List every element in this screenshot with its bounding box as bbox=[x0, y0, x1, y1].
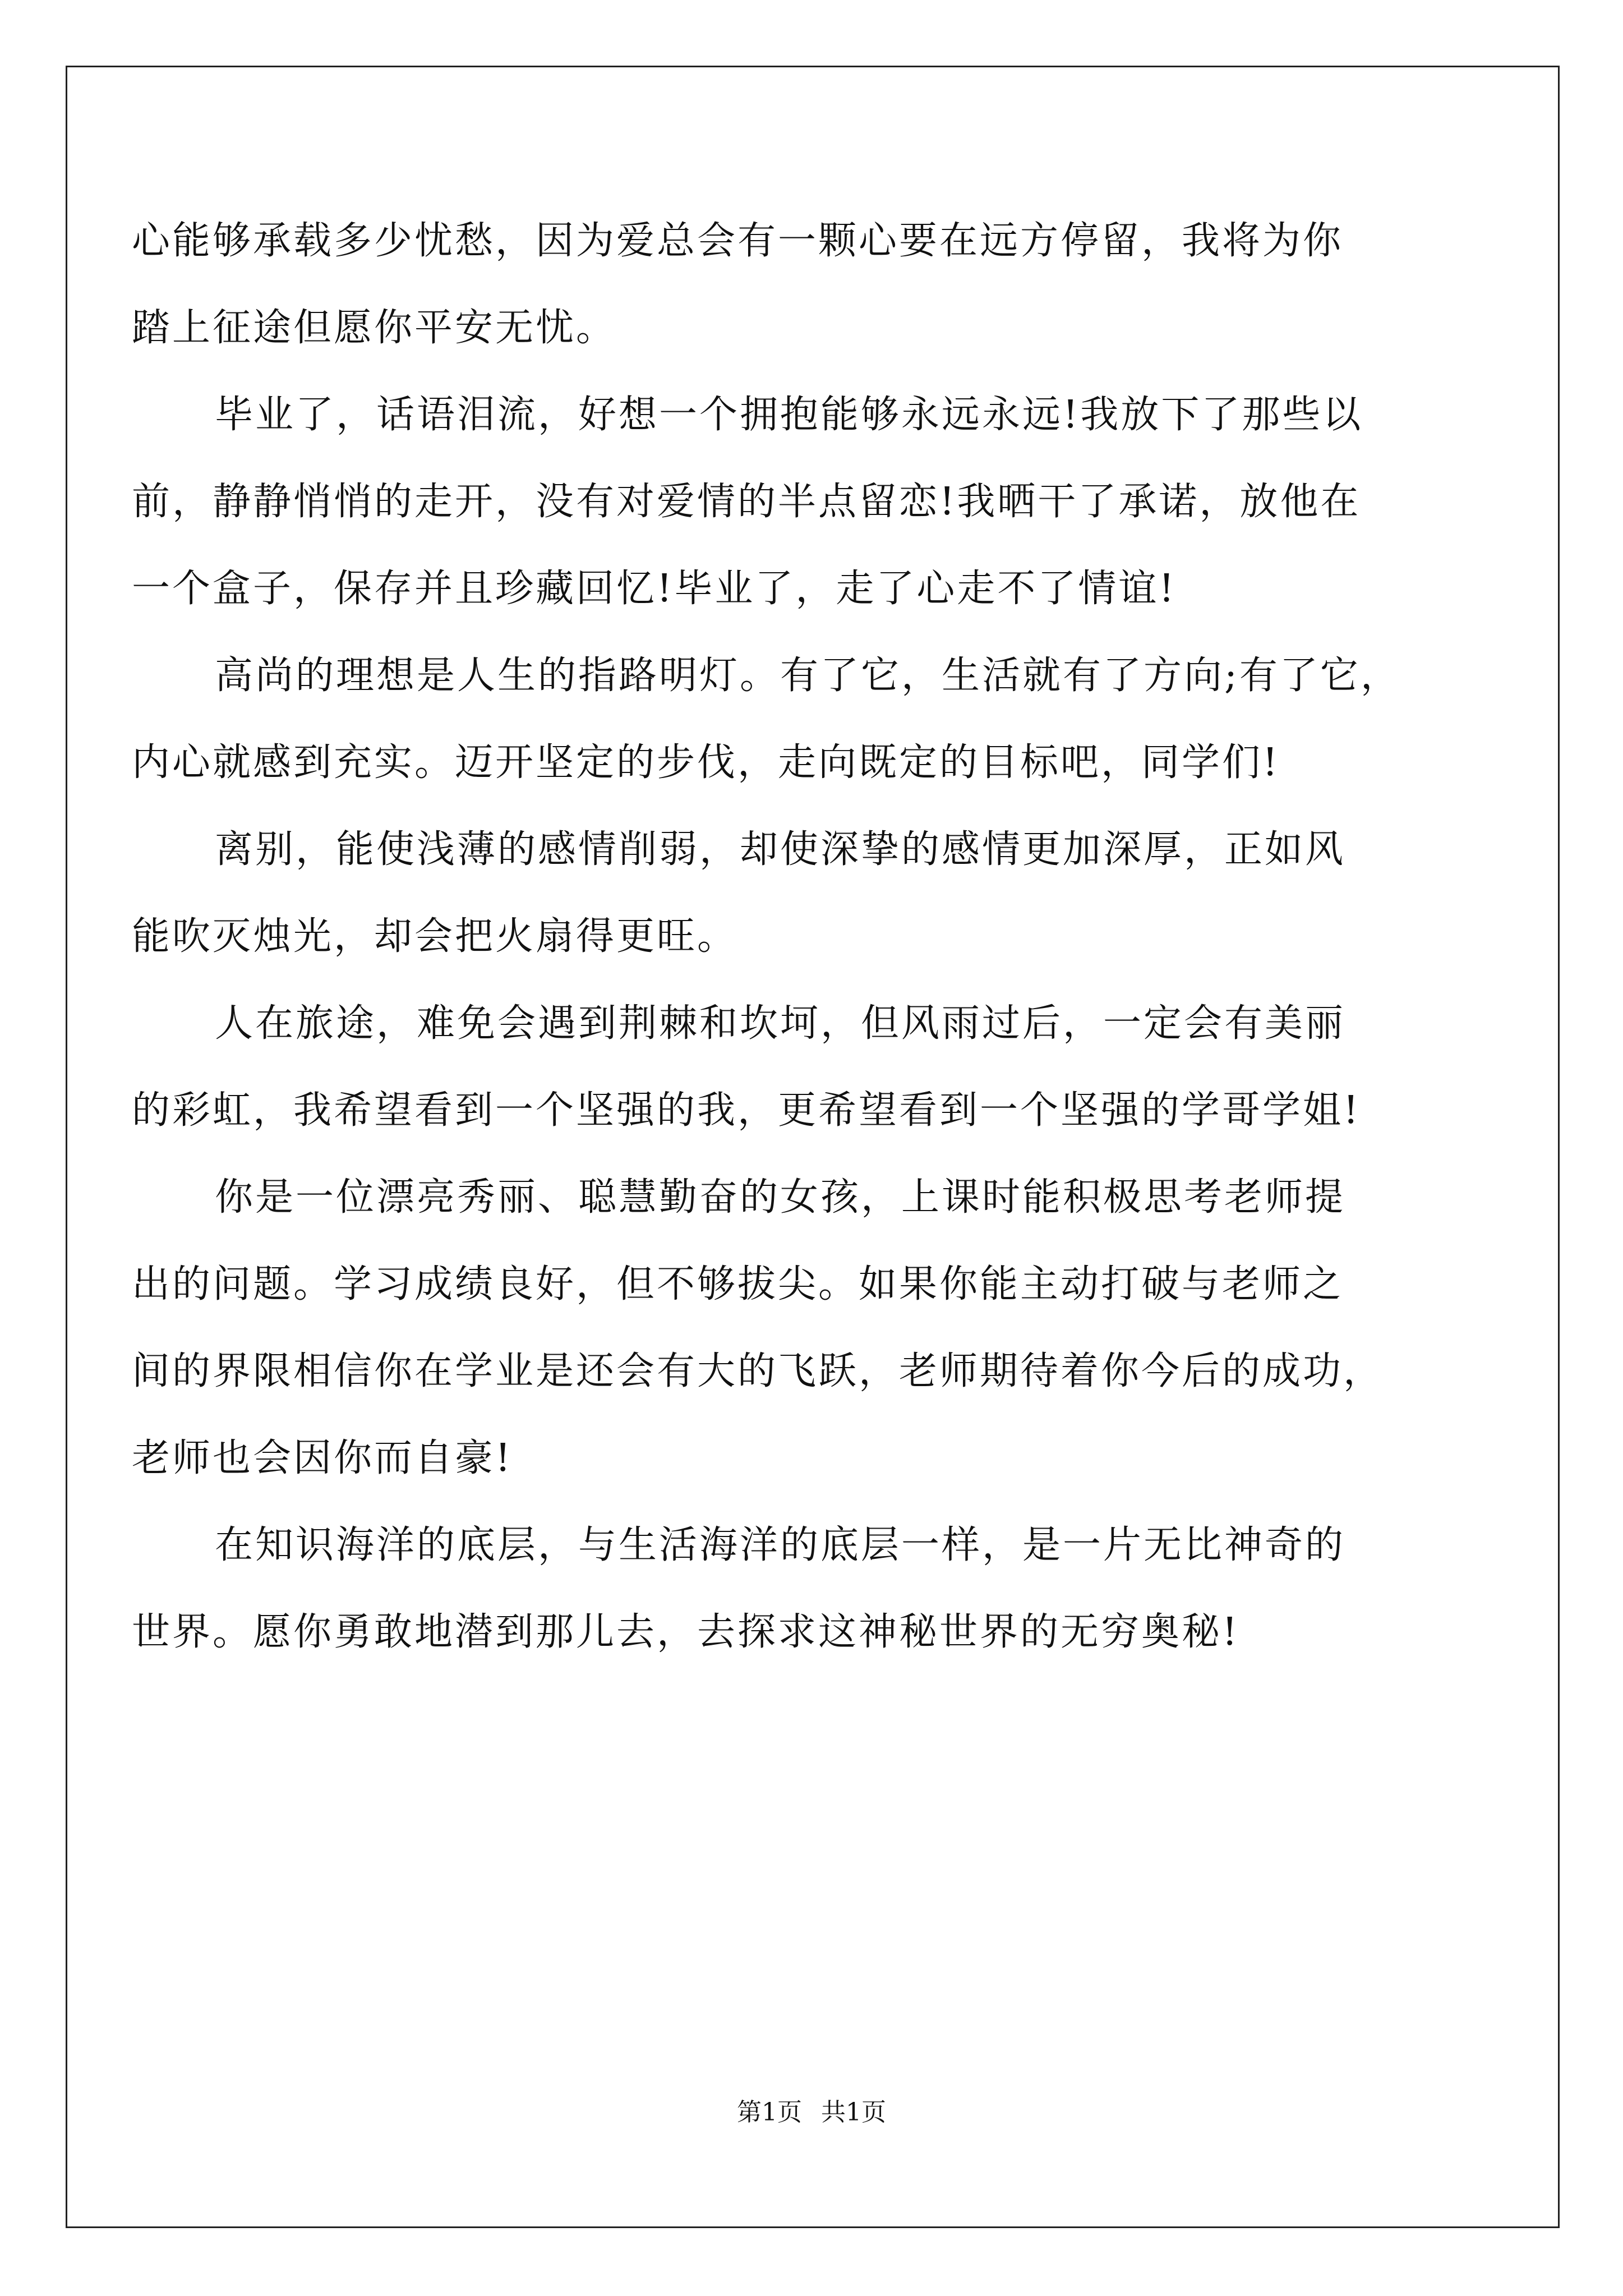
text-line: 的彩虹，我希望看到一个坚强的我，更希望看到一个坚强的学哥学姐! bbox=[132, 1088, 1361, 1133]
page-border bbox=[66, 66, 1560, 2228]
text-line: 内心就感到充实。迈开坚定的步伐，走向既定的目标吧，同学们! bbox=[132, 740, 1280, 785]
text-line: 能吹灭烛光，却会把火扇得更旺。 bbox=[132, 914, 738, 959]
page-number: 第1页 bbox=[737, 2098, 802, 2127]
page-footer bbox=[0, 2097, 1623, 2128]
text-line: 出的问题。学习成绩良好，但不够拔尖。如果你能主动打破与老师之 bbox=[132, 1262, 1344, 1306]
paragraph-start-line: 毕业了，话语泪流，好想一个拥抱能够永远永远!我放下了那些以 bbox=[215, 393, 1363, 437]
text-line: 前，静静悄悄的走开，没有对爱情的半点留恋!我晒干了承诺，放他在 bbox=[132, 480, 1361, 524]
text-line: 心能够承载多少忧愁，因为爱总会有一颗心要在远方停留，我将为你 bbox=[132, 219, 1344, 263]
page-total: 共1页 bbox=[821, 2098, 886, 2127]
text-line: 世界。愿你勇敢地潜到那儿去，去探求这神秘世界的无穷奥秘! bbox=[132, 1610, 1240, 1654]
paragraph-start-line: 离别，能使浅薄的感情削弱，却使深挚的感情更加深厚，正如风 bbox=[215, 827, 1346, 872]
paragraph-start-line: 在知识海洋的底层，与生活海洋的底层一样，是一片无比神奇的 bbox=[215, 1523, 1346, 1567]
text-line: 一个盒子，保存并且珍藏回忆!毕业了，走了心走不了情谊! bbox=[132, 567, 1177, 611]
text-line: 老师也会因你而自豪! bbox=[132, 1436, 513, 1480]
text-line: 间的界限相信你在学业是还会有大的飞跃，老师期待着你今后的成功， bbox=[132, 1349, 1384, 1393]
paragraph-start-line: 人在旅途，难免会遇到荆棘和坎坷，但风雨过后，一定会有美丽 bbox=[215, 1001, 1346, 1046]
paragraph-start-line: 高尚的理想是人生的指路明灯。有了它，生活就有了方向;有了它， bbox=[215, 654, 1401, 698]
text-line: 踏上征途但愿你平安无忧。 bbox=[132, 306, 617, 350]
paragraph-start-line: 你是一位漂亮秀丽、聪慧勤奋的女孩，上课时能积极思考老师提 bbox=[215, 1175, 1346, 1220]
